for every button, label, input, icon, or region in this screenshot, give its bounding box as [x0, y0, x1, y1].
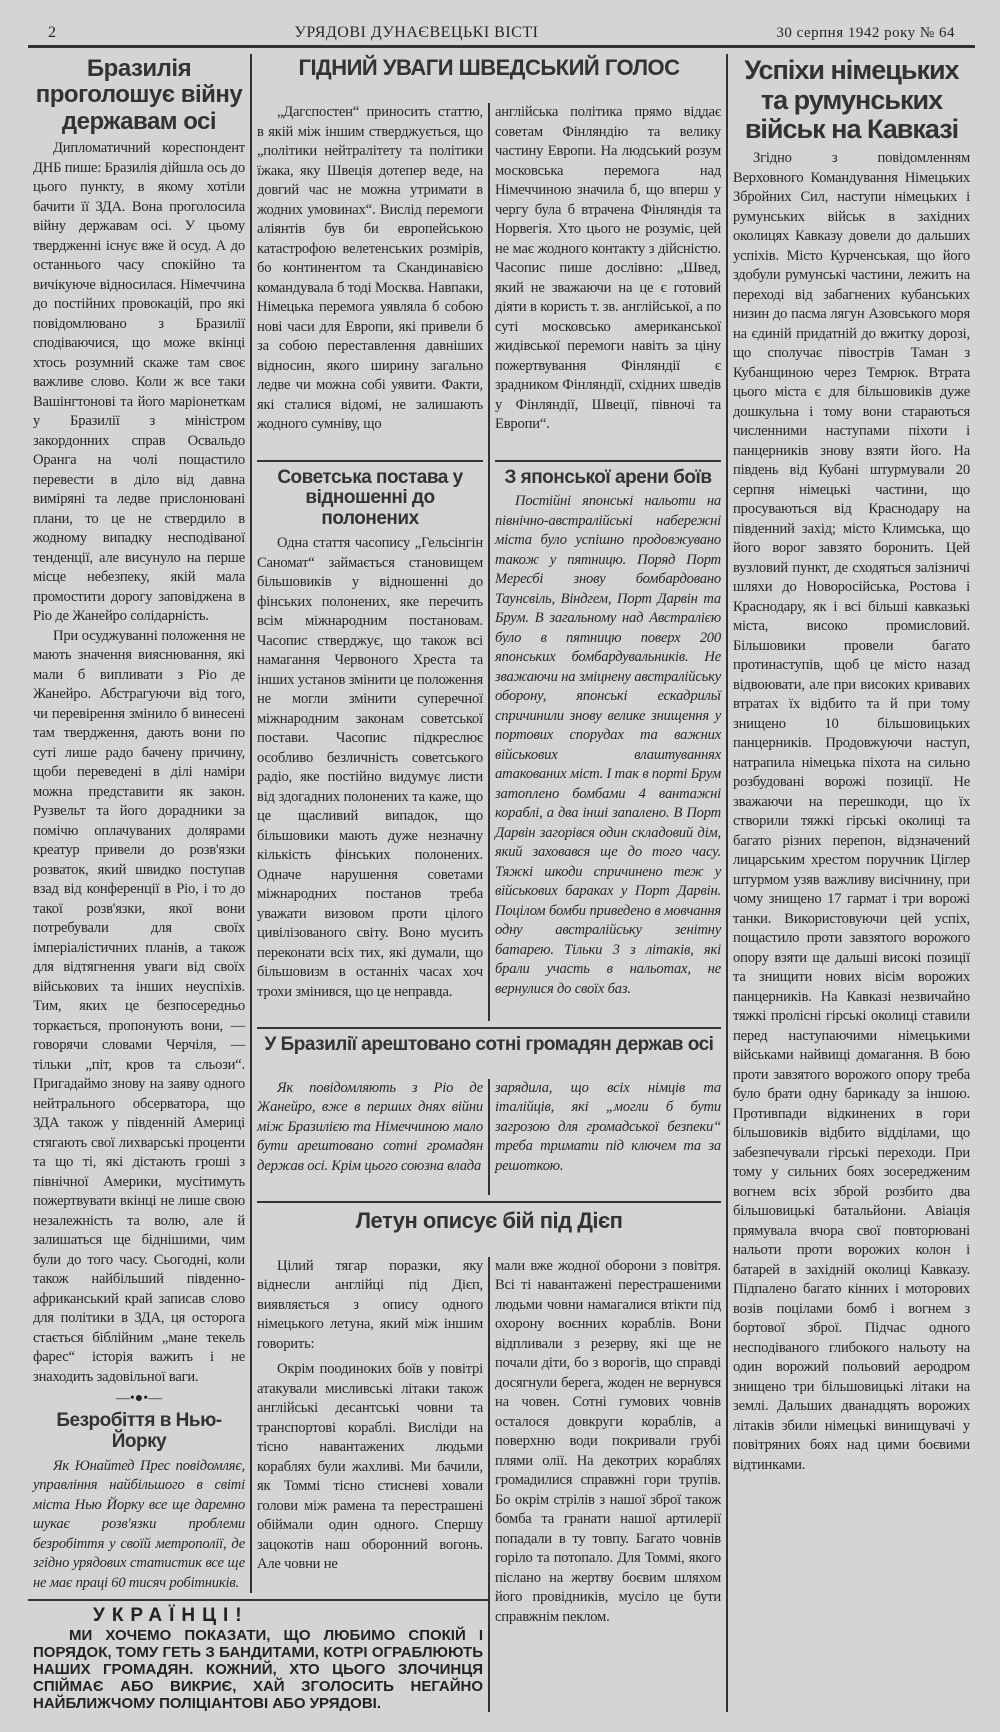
pilot-title-cell	[250, 1195, 726, 1256]
section-divider	[495, 460, 721, 466]
paragraph: Окрім поодиноких боїв у повітрі атакували мисливські літаки також англійські десантські човни та транспортові кораблі. Висліди на тісно навантажених людьми кораблях були жахливі. Ми бачили, як Томмі тісно стисневі ховали голови між рамена та перестрашені обіймали один одного. Спершу зацокотів наш оборонний вогонь. Але човни не	[257, 1361, 483, 1573]
paragraph: „Дагспостен“ приносить статтю, в якій між іншим стверджується, що „політики нейтралітету та політики їжака, яку Швеція дотепер веде, на довгий час не можна утримати в жодних умовинах“. Вислід перемоги аліянтів був би европейською катастрофою велетенських розмірів, бо континентом та Скандинавією командувала б тоді Москва. Навпаки, Німецька перемога уявляла б собою нові часи для Европи, які привели б за собою переставлення давніших відносин, якого ширину загально ледве чи можна собі уявити. Факти, які сталися відомі, не залишають жодного сумніву, що	[257, 104, 483, 433]
article-body-swedish-col1	[257, 103, 483, 435]
article-body-caucasus	[733, 149, 970, 1475]
article-title-unemployment: Безробіття в Нью-Йорку	[56, 1410, 222, 1453]
article-title-japan-arena: З японської арени боїв	[504, 466, 712, 488]
paragraph: Постійні японські нальоти на північно-австралійські набережні міста було успішно продовжувано також у пятницю. Поряд Порт Мересбі знову бомбардовано Таунсвіль, Віндгем, Порт Дарвін та Брум. В загальному над Австралією було в пятницю поверх 200 японських бомбардувальників. Не зважаючи на зміцнену австралійську оборону, японські ескадрильї спричинили знову велике знищення у портових спорудах та важних військових влаштуваннях атакованих міст. І так в порті Брум затоплено бомбами 4 вантажні кораблі, а два інші запалено. В Порт Дарвін загорівся один складовий дім, який заховався ще до того часу. Тяжкі шкоди спричинено теж у військових бараках у Порт Дарвін. Поцілом бомби приведено в мовчання одну австралійську зенітну батарею. Тільки 3 з літаків, які брали участь в нальотах, не вернулися до своїх баз.	[495, 493, 721, 997]
column-right	[726, 54, 975, 1712]
japan-cell	[488, 454, 726, 1022]
ornament-divider: —•●•—	[115, 1391, 163, 1407]
appeal-text: МИ ХОЧЕМО ПОКАЗАТИ, ЩО ЛЮБИМО СПОКІЙ І ПОРЯДОК, ТОМУ ГЕТЬ З БАНДИТАМИ, КОТРІ ОГРАБЛЮЮТЬ НАШИХ ГРОМАДЯН. КОЖНИЙ, ХТО ЦЬОГО ЗЛОЧИНЦЯ СПІЙМАЄ АБО ВИКРИЄ, ХАЙ ЗГОЛОСИТЬ НЕГАЙНО НАЙБЛИЖЧОМУ ПОЛІЦІАНТОВІ АБО УРЯДОВІ.	[33, 1627, 483, 1713]
paragraph: Дипломатичний кореспондент ДНБ пише: Бразилія дійшла ось до цього пункту, в якому хотіли бачити її ЗДА. Вона проголосила війну державам осі. У цьому твердженні існує вже й осуд. А до останнього часу спокійно та вичікуюче відносилася. Німеччина до постійних провокацій, про які повідомлювано з Бразилії сподіваючися, що може вкінці хтось розумний скаже там своє важливе слово. Коли ж все таки Вашінгтонові та його маріонеткам у Бразилії з міністром закордонних справ Освальдо Оранга на чолі пощастило перевести в діло від давна виміряні та ледве прислонювані плани, то це не ствердило в жодному випадку несподіваної тенденції, але висунуло на перше місце небезпеку, якій мала промостити дорогу заповіджена в Ріо де Жанейро солідарність.	[33, 140, 245, 625]
paragraph: Одна стаття часопису „Гельсінгін Саномат“ займається становищем більшовиків у відношенні до фінських полонених, яке перечить всім міжнародним постановам. Часопис стверджує, що також всі намагання Червоного Хреста та інших установ змінити це положення не могли змінити суперечної міжнародним законам советської постави. Часопис підкреслює особливо безличність советського радіо, яке постійно видумує листи від здогадних полонених та каже, що це щасливий випадок, що більшовики мають дуже незначну кількість фінських полонених. Одначе нарушення советами міжнародних постанов треба уважати визовом проти цілого цивілізованого світу. Воно мусить переконати всіх тих, які думали, що більшовизм в останніх часах хоч трохи змінився, що це неправда.	[257, 535, 483, 1000]
article-title-caucasus: Успіхи німецьких та румунських військ на Кавказі	[744, 55, 959, 145]
paragraph: англійська політика прямо віддає советам Фінляндію та велику частину Европи. На людський розум московська перемога над Німеччиною значила б, що вперш у чергу була б втрачена Фінляндія та Норвегія. Хто цього не розуміє, цей не має жодного контакту з дійсністю. Часопис пише дослівно: „Швед, який не зважаючи на це є готовий діяти в користь т. зв. англійської, а по суті московсько американської жидівської перемоги навіть за ціну пожертвування Фінляндії є зрадником Фінляндії, східних шведів у Фінляндії, Швеції, півночі та Европи“.	[495, 104, 721, 433]
article-body-japan-arena	[495, 492, 721, 999]
issue-date: 30 серпня 1942 року № 64	[776, 25, 955, 41]
article-title-brazil-arrests: У Бразилії арештовано сотні громадян держав осі	[264, 1034, 714, 1056]
arrests-title-cell	[250, 1021, 726, 1079]
paragraph: мали вже жодної оборони з повітря. Всі ті навантажені перестрашеними людьми човни намагалися втікти під охорону воєнних кораблів. Вони відпливали з резерву, які ще не почали діти, бо з ворогів, що справді досягнули берега, жоден не вернувся на човен. Сотні гумових човнів осталося довкруги кораблів, а поверхню води покривали грубі плями олії. На декотрих кораблях громадилися справжні гори трупів. Бо окрім стрілів з нашої зброї також бомба та гранати нашої артилерії попадали в ту товпу. Багато човнів горіло та потопало. Для Томмі, якого післано на жертву боєвим шляхом його провідників, мусіло це бути справжнім пеклом.	[495, 1257, 721, 1625]
section-divider	[257, 460, 483, 466]
article-body-brazil-arrests-col1	[257, 1079, 483, 1177]
section-divider	[257, 1201, 721, 1207]
paragraph: Цілий тягар поразки, яку віднесли англійці під Дієп, виявляється з опису одного німецького летуна, який між іншим говорить:	[257, 1257, 483, 1352]
page-columns	[28, 54, 975, 1712]
pilot-col2-cell	[488, 1257, 726, 1713]
article-body-brazil-war	[33, 139, 245, 1387]
paragraph: При осуджуванні положення не мають значення вияснювання, які мали б випливати з Ріо де Жанейро. Абстрагуючи від того, чи перевірення змінило б винесені там твердження, дають вони по суті лише радо бачену причину, щоби переведені в ділі наміри можна представити як закон. Рузвельт та його дорадники за помічю оплачуваних долярами креатур привели до розв'язки розваток, який швидко поступав взад від конференції в Ріо, і то до такої розв'язки, якої вони потребували для своїх імперіалістичних планів, а також для відтягнення уваги від своїх військових та інших неуспіхів. Тим, яких це безпосередньо торкається, пропонують вони, — говорячи словами Черчіля, — тільки „піт, кров та сльози“. Пригадаймо знову на заяву одного нейтрального обсерватора, що ЗДА також у південній Америці стягають свої лихварські проценти та що ті, які дістають гроші з північної Америки, мусітимуть пожертвувати вкінці не лише свою незалежність та волю, але й залишаться ще біднішими, чим були до того часу. Сьогодні, коли також найбільший південно-африканський край записав слово для політики в ЗДА, ця осторога стається біблійним „мане текель фарес“ історія важить і не знаходить задовільної ваги.	[33, 627, 245, 1385]
article-body-brazil-arrests-col2	[495, 1079, 721, 1177]
paragraph: Як повідомляють з Ріо де Жанейро, вже в перших днях війни між Бразилією та Німеччиною мало бути арештовано сотні громадян держав осі. Крім цього союзна влада	[257, 1079, 483, 1174]
appeal-title: УКРАЇНЦІ!	[93, 1605, 249, 1627]
soviet-cell	[250, 454, 488, 1022]
pilot-col1-cell	[250, 1257, 488, 1594]
article-body-pilot-col2	[495, 1257, 721, 1628]
article-title-swedish-voice: ГІДНИЙ УВАГИ ШВЕДСЬКИЙ ГОЛОС	[298, 55, 680, 80]
article-body-soviet-prisoners	[257, 534, 483, 1002]
swedish-col1-cell	[250, 103, 488, 453]
swedish-title-cell	[250, 54, 726, 103]
appeal-box	[28, 1599, 488, 1712]
arrests-col2-cell	[488, 1079, 726, 1195]
article-body-unemployment	[33, 1457, 245, 1594]
swedish-col2-cell	[488, 103, 726, 453]
page-header	[28, 24, 975, 48]
section-divider	[257, 1027, 721, 1033]
article-title-soviet-prisoners: Советська постава у відношенні до полонених	[277, 466, 463, 530]
article-body-swedish-col2	[495, 103, 721, 435]
paragraph: зарядила, що всіх німців та італійців, які „могли б бути загрозою для громадської безпеки“ треба тримати під ключем та за решоткою.	[495, 1079, 721, 1174]
article-title-brazil-war: Бразилія проголошує війну державам осі	[35, 55, 243, 135]
article-title-pilot: Летун описує бій під Дієп	[355, 1208, 623, 1234]
arrests-col1-cell	[250, 1079, 488, 1195]
paragraph: Згідно з повідомленням Верховного Командування Німецьких Збройних Сил, наступи німецьких і румунських військ в західних околицях Кавказу довели до дальших успіхів. Місто Курченськая, що його здобули румунські частини, лежить на переході від забагнених кубанських низин до пасма лягун Азовського моря на єдиній придатній до вжитку дорозі, що сполучає півострів Таман з Кубанщиною через Темрюк. Втрата цього міста є для більшовиків дуже дошкульна і тому вони стараються численними наступами піхоти і панцерників знову взяти його. На південь від Кубані штурмували 20 серпня німецькі частини, що просуваються від Краснодару на південний захід; місто Климська, що його ворог завзято боронить. Цей вузловий пункт, де сходяться залізничі шляхи до Новоросійська, Ростова і Краснодару, як і всі більші кавказькі міста, високо промисловий. Більшовики провели багато протинаступів, щоб це місто назад відвоювати, але при високих кривавих втратах їх відбито та й при тому знищено 10 більшовицьких панцерників. Продовжуючи наступ, натрапила німецька піхота на сильно розбудовані ворожі позиції. Не зважаючи на перешкоди, що їх створили тяжкі гірські околиці та багато різних перепон, відзначений лицарським хрестом поручник Ціглер штурмом узяв важливу висічнину, при чому знищено 17 гармат і три ворожі танки. Використовуючи цей успіх, пощастило проти завзятого ворожого опору взяти ще дальші високі позиції та знищити нових вісім ворожих панцерників. На Кавказі незвичайно тяжкі пролісні гірські околиці ставили перед наступаючими німецькими військами найвищі домагання. В бою проти завзятого ворожого опору треба було брати одну барикаду за іншою. Противпади відкинених в гори більшовиків відбито відділами, що забезпечували гірські переходи. При тому у сильних боях зосередженим вогнем всіх зброй розбито два більшовицькі батальйони. Авіація прямувала вчора свої повторювані нальоти проти ворожих колон і батарей в західній околиці Кавказу. Підпалено багато кінних і моторових возів поцілами бомб і вогнем з бортової зброї. Підчас одного несподіваного глибокого нальоту на один ворожий польовий аеродром знищено три більшовицькі літаки на землі. Дальших дванадцять ворожих літаків збили німецькі винищувачі у повітряних боях над цими боєвими відтинками.	[733, 150, 970, 1473]
paragraph: Як Юнайтед Прес повідомляє, управління найбільшого в світі міста Нью Йорку все ще даремно шукає розв'язки проблеми безробіття у своїй метрополії, де згідно урядових статистик все ще не має праці 60 тисяч робітників.	[33, 1457, 245, 1591]
article-body-pilot-col1	[257, 1257, 483, 1575]
newspaper-title: УРЯДОВІ ДУНАЄВЕЦЬКІ ВІСТІ	[294, 24, 539, 41]
column-left	[28, 54, 250, 1593]
page-number: 2	[48, 24, 57, 41]
